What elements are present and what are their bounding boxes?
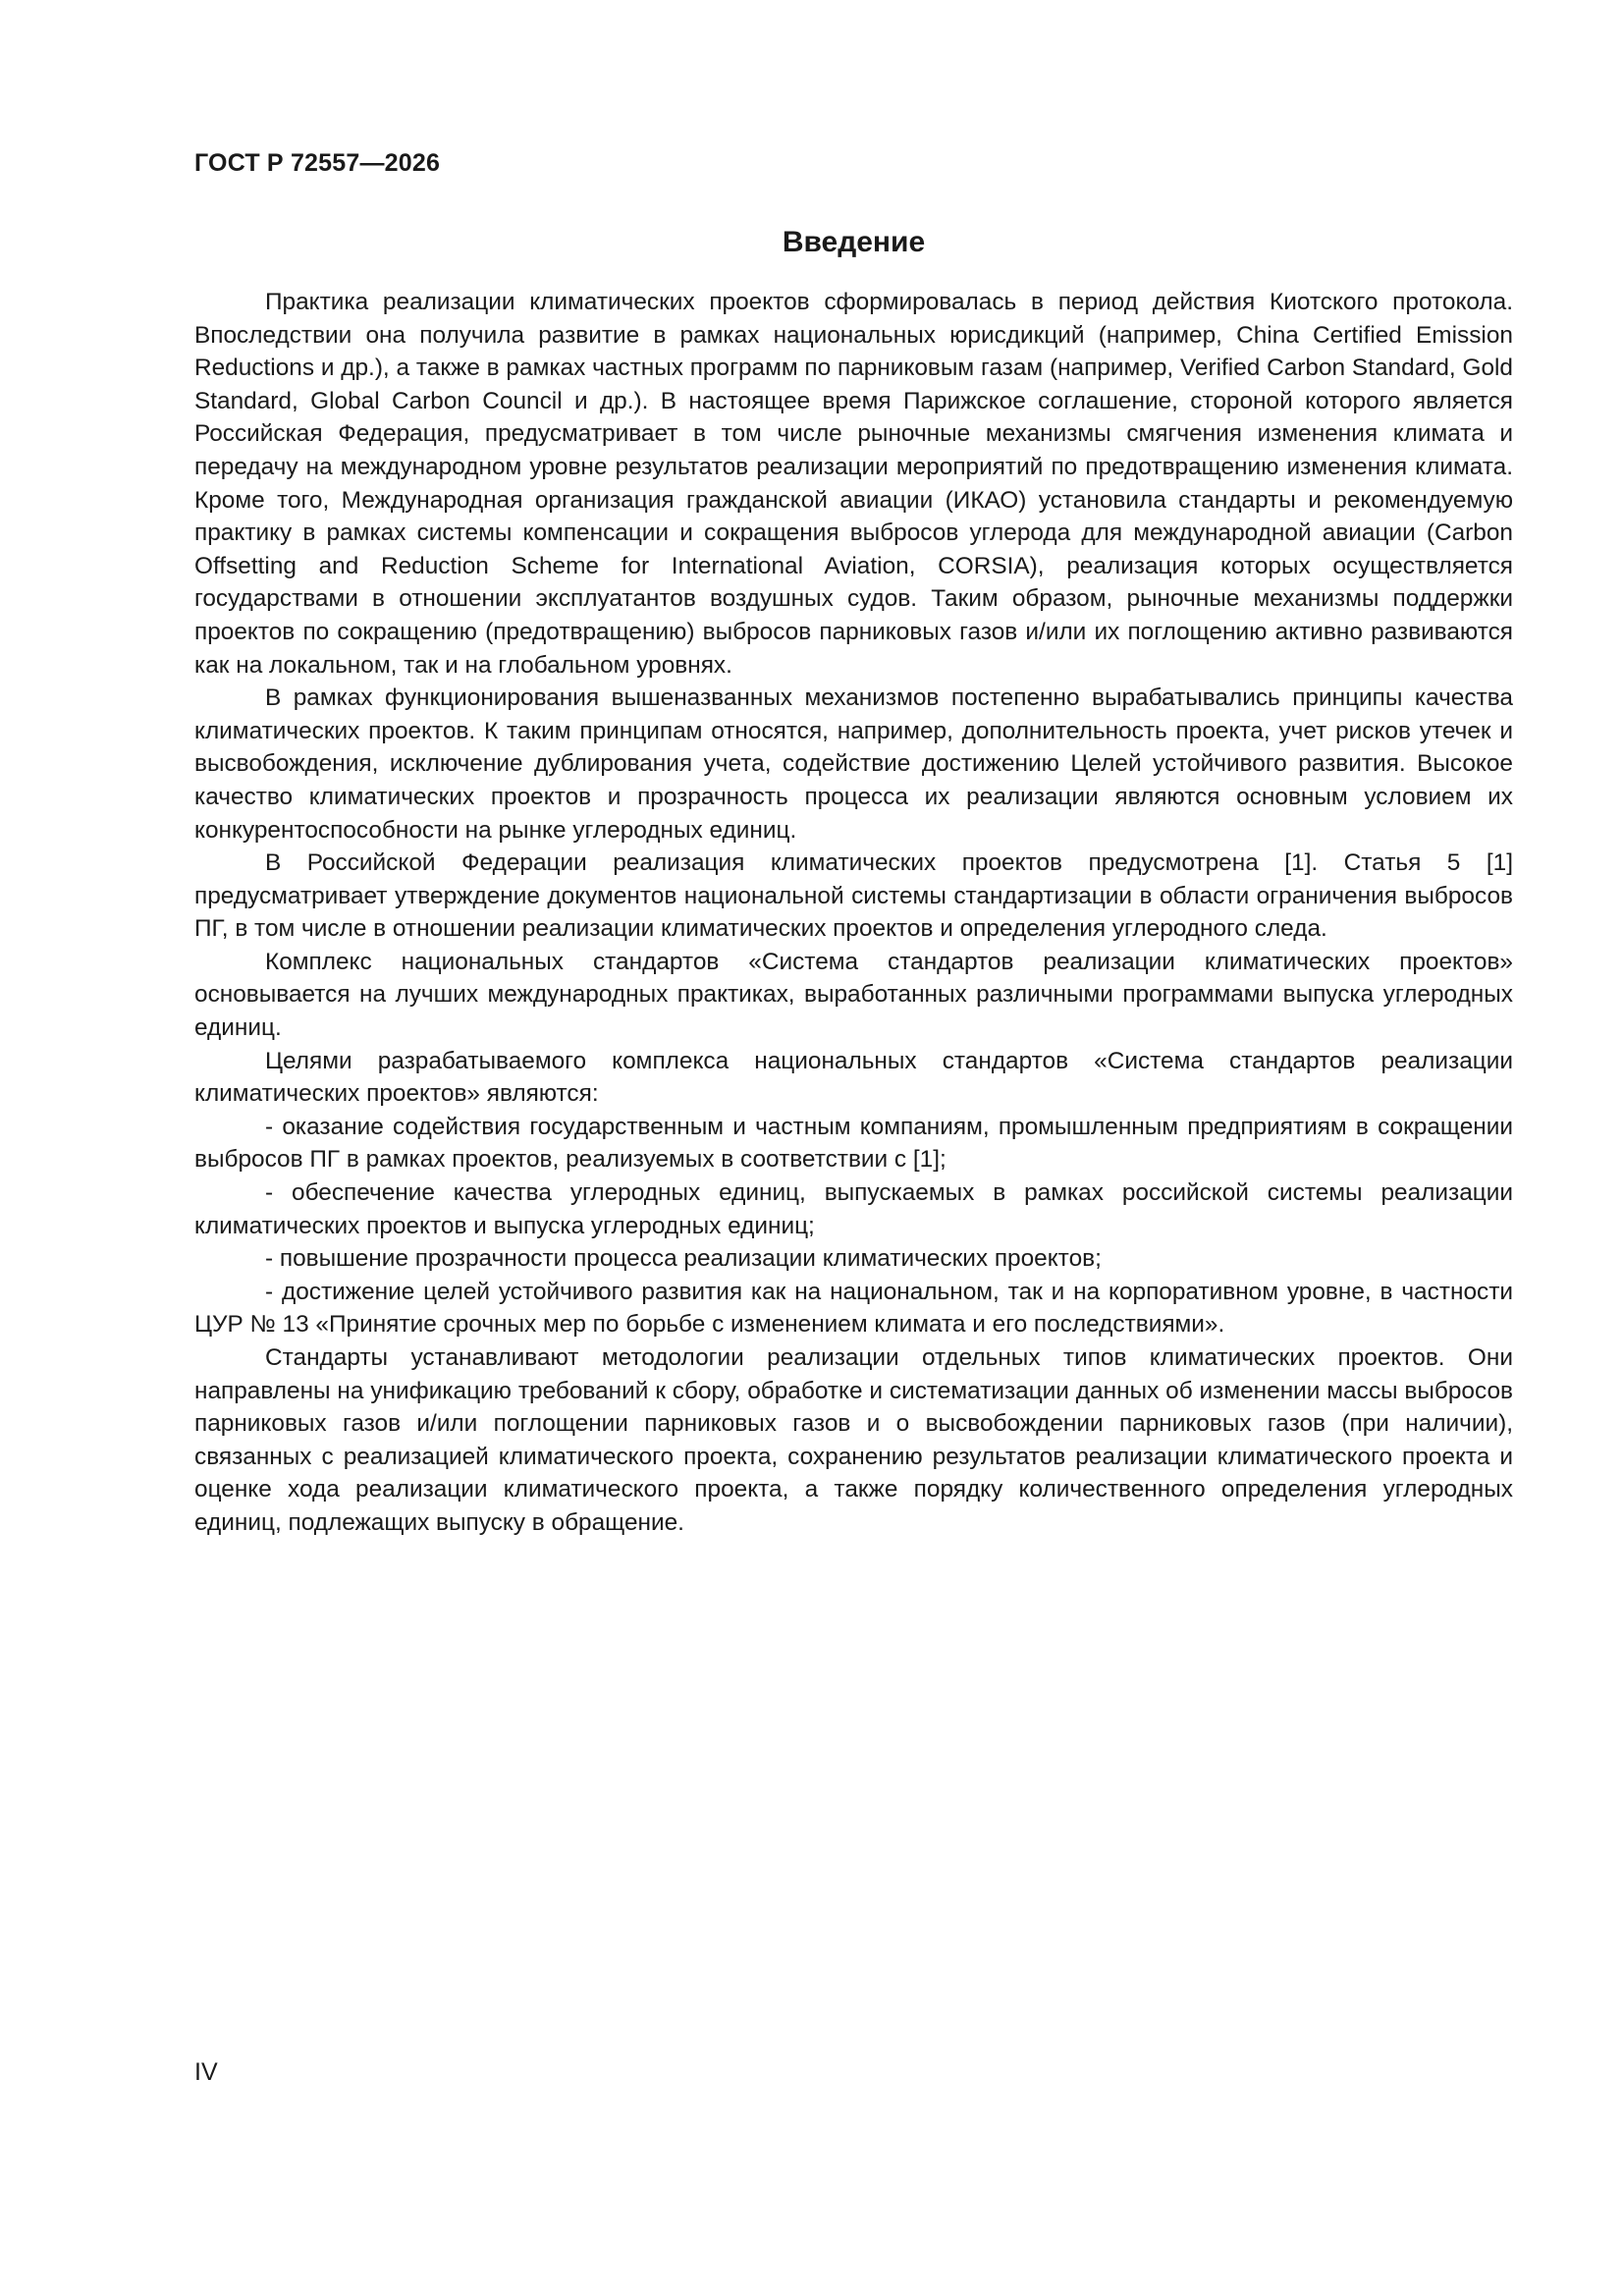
document-code-header: ГОСТ Р 72557—2026 [194, 149, 441, 177]
list-item: - достижение целей устойчивого развития как на национальном, так и на корпоративном уровне, в частности ЦУР № 13 «Принятие срочных мер по борьбе с изменением климата и его последствиями». [194, 1278, 1513, 1339]
list-item: - повышение прозрачности процесса реализации климатических проектов; [265, 1245, 1102, 1273]
paragraph: Целями разрабатываемого комплекса национальных стандартов «Система стандартов реализации климатических проектов» являются: [194, 1047, 1513, 1108]
page-number: IV [194, 2058, 218, 2086]
section-title: Введение [782, 226, 926, 258]
list-item: - оказание содействия государственным и частным компаниям, промышленным предприятиям в сокращении выбросов ПГ в рамках проектов, реализуемых в соответствии с [1]; [194, 1113, 1513, 1174]
paragraph: Стандарты устанавливают методологии реализации отдельных типов климатических проектов. Они направлены на унификацию требований к сбору, обработке и систематизации данных об изменении массы выбросов парниковых газов и/или поглощении парниковых газов и о высвобождении парниковых газов (при наличии), связанных с реализацией климатического проекта, сохранению результатов реализации климатического проекта и оценке хода реализации климатического проекта, а также порядку количественного определения углеродных единиц, подлежащих выпуску в обращение. [194, 1344, 1513, 1536]
paragraph: Практика реализации климатических проектов сформировалась в период действия Киотского протокола. Впоследствии она получила развитие в рамках национальных юрисдикций (например, China Certified Emission Reductions и др.), а также в рамках частных программ по парниковым газам (например, Verified Carbon Standard, Gold Standard, Global Carbon Council и др.). В настоящее время Парижское соглашение, стороной которого является Российская Федерация, предусматривает в том числе рыночные механизмы смягчения изменения климата и передачу на международном уровне результатов реализации мероприятий по предотвращению изменения климата. Кроме того, Международная организация гражданской авиации (ИКАО) установила стандарты и рекомендуемую практику в рамках системы компенсации и сокращения выбросов углерода для международной авиации (Carbon Offsetting and Reduction Scheme for International Aviation, CORSIA), реализация которых осуществляется государствами в отношении эксплуатантов воздушных судов. Таким образом, рыночные механизмы поддержки проектов по сокращению (предотвращению) выбросов парниковых газов и/или их поглощению активно развиваются как на локальном, так и на глобальном уровнях. [194, 289, 1513, 679]
paragraph: В Российской Федерации реализация климатических проектов предусмотрена [1]. Статья 5 [1] предусматривает утверждение документов национальной системы стандартизации в области ограничения выбросов ПГ, в том числе в отношении реализации климатических проектов и определения углеродного следа. [194, 849, 1513, 943]
body-text [194, 286, 1513, 1540]
list-item: - обеспечение качества углеродных единиц, выпускаемых в рамках российской системы реализации климатических проектов и выпуска углеродных единиц; [194, 1179, 1513, 1239]
paragraph: Комплекс национальных стандартов «Система стандартов реализации климатических проектов» основывается на лучших международных практиках, выработанных различными программами выпуска углеродных единиц. [194, 948, 1513, 1042]
paragraph: В рамках функционирования вышеназванных механизмов постепенно вырабатывались принципы качества климатических проектов. К таким принципам относятся, например, дополнительность проекта, учет рисков утечек и высвобождения, исключение дублирования учета, содействие достижению Целей устойчивого развития. Высокое качество климатических проектов и прозрачность процесса их реализации являются основным условием их конкурентоспособности на рынке углеродных единиц. [194, 684, 1513, 844]
